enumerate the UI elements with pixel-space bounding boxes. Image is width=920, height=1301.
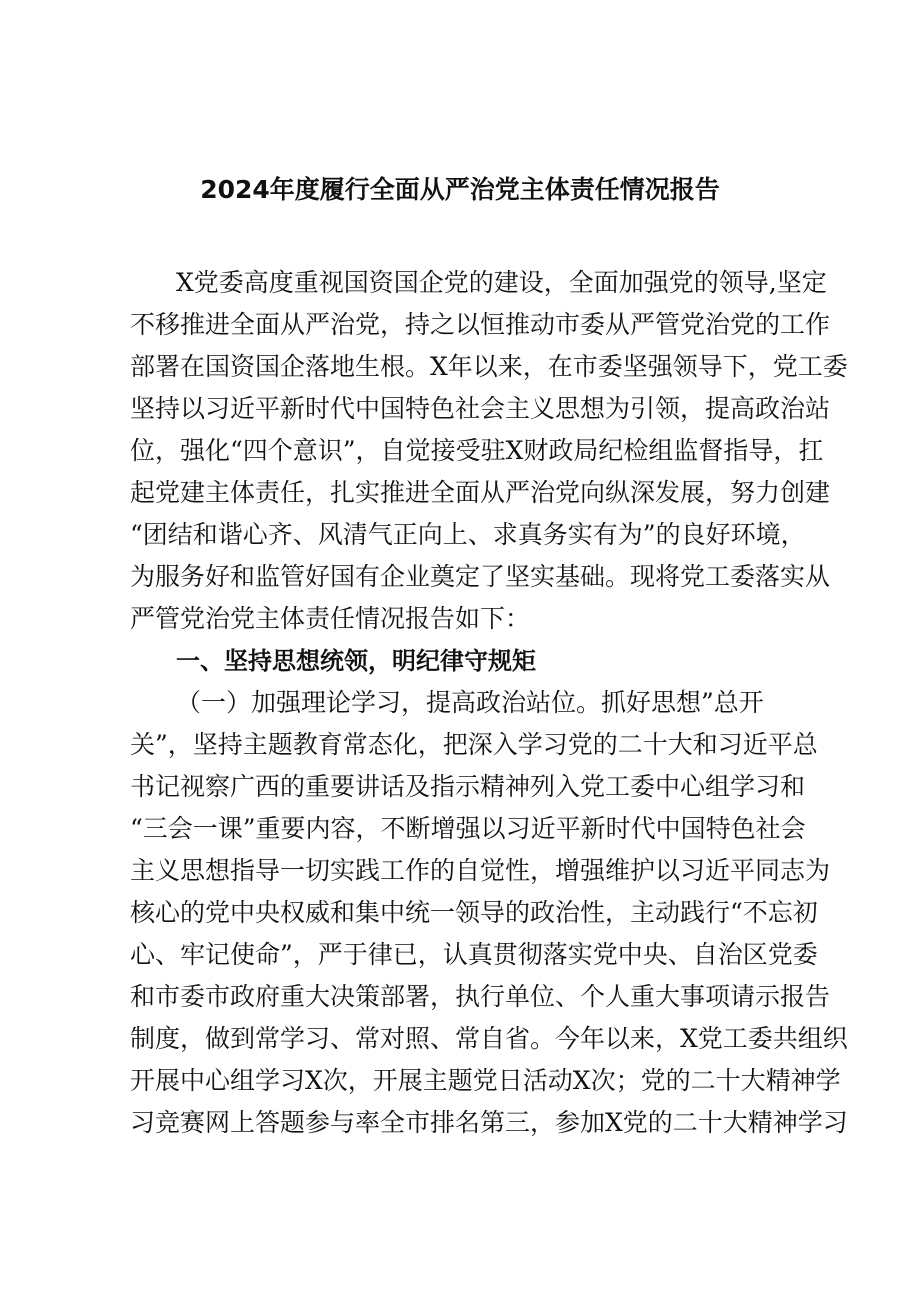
paragraph-line: 位，强化“四个意识”，自觉接受驻X财政局纪检组监督指导，扛 — [130, 436, 824, 465]
paragraph-line: 为服务好和监管好国有企业奠定了坚实基础。现将党工委落实从 — [130, 562, 831, 591]
document-title: 2024年度履行全面从严治党主体责任情况报告 — [200, 175, 720, 204]
paragraph-line: 开展中心组学习X次，开展主题党日活动X次；党的二十大精神学 — [130, 1066, 841, 1095]
paragraph-line: 起党建主体责任，扎实推进全面从严治党向纵深发展，努力创建 — [130, 478, 831, 507]
paragraph-line: 关”，坚持主题教育常态化，把深入学习党的二十大和习近平总 — [130, 730, 818, 759]
paragraph-line: “三会一课”重要内容，不断增强以习近平新时代中国特色社会 — [130, 814, 806, 843]
paragraph-line: 坚持以习近平新时代中国特色社会主义思想为引领，提高政治站 — [130, 394, 831, 423]
paragraph-line: 习竞赛网上答题参与率全市排名第三，参加X党的二十大精神学习 — [130, 1108, 848, 1137]
paragraph-line: 不移推进全面从严治党，持之以恒推动市委从严管党治党的工作 — [130, 310, 831, 339]
paragraph-line: （一）加强理论学习，提高政治站位。抓好思想”总开 — [176, 688, 764, 717]
paragraph-line: 心、牢记使命”，严于律已，认真贯彻落实党中央、自治区党委 — [130, 940, 818, 969]
paragraph-line: 核心的党中央权威和集中统一领导的政治性，主动践行“不忘初 — [130, 898, 818, 927]
paragraph-line: 书记视察广西的重要讲话及指示精神列入党工委中心组学习和 — [130, 772, 806, 801]
paragraph-line: X党委高度重视国资国企党的建设，全面加强党的领导,坚定 — [176, 268, 827, 297]
paragraph-line: 主义思想指导一切实践工作的自觉性，增强维护以习近平同志为 — [130, 856, 831, 885]
section-heading: 一、坚持思想统领，明纪律守规矩 — [176, 647, 536, 675]
document-body — [130, 262, 848, 1144]
paragraph-line: 部署在国资国企落地生根。X年以来，在市委坚强领导下，党工委 — [130, 352, 848, 381]
paragraph-line: 制度，做到常学习、常对照、常自省。今年以来，X党工委共组织 — [130, 1024, 848, 1053]
paragraph-line: 严管党治党主体责任情况报告如下： — [130, 604, 531, 633]
paragraph-line: “团结和谐心齐、风清气正向上、求真务实有为”的良好环境， — [130, 520, 806, 549]
paragraph-line: 和市委市政府重大决策部署，执行单位、个人重大事项请示报告 — [130, 982, 831, 1011]
